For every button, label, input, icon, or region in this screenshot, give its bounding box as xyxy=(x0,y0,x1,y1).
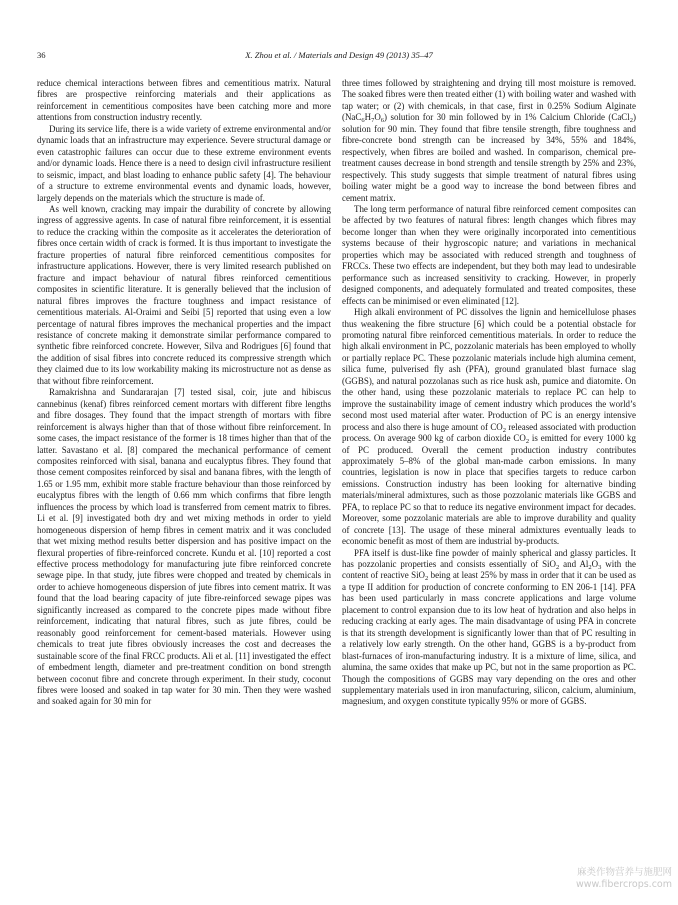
text-run: PFA itself is dust-like fine powder of mainly spherical and glassy particles. It has pozzolanic properties and consists essentially of SiO xyxy=(342,547,636,570)
subscript: 2 xyxy=(425,575,429,583)
paragraph xyxy=(37,204,331,387)
paragraph xyxy=(342,78,636,204)
text-run: O xyxy=(591,559,599,570)
subscript: 3 xyxy=(598,564,602,572)
text-run: is emitted for every 1000 kg of PC produced. Overall the cement production industry contributes approximately 5–8% of the global man-made carbon emissions. In many countries, legislation is now in place that specifies targets to reduce carbon emissions. Construction industry has been looking for alternative binding materials/mineral admixtures, such as those pozzolanic materials like GGBS and PFA, to replace PC so that to reduce its negative environment impact for decades. Moreover, some pozzolanic materials are able to improve durability and quality of concrete [13]. The usage of these mineral admixtures eventually leads to economic benefit as most of them are industrial by-products. xyxy=(342,433,636,547)
text-run: with the content of reactive SiO xyxy=(342,559,636,581)
subscript: 2 xyxy=(502,426,506,434)
text-run: High alkali environment of PC dissolves the lignin and hemicellulose phases thus weakening the fibre structure [6] which could be a potential obstacle for promoting natural fibre reinforced cementitious materials. In order to reduce the high alkali environment in PC, pozzolanic materials has been employed to wholly or partially replace PC. These pozzolanic materials include high alumina cement, silica fume, pulverised fly ash (PFA), ground granulated blast furnace slag (GGBS), and natural pozzolanas such as rice husk ash, pumice and diatomite. On the other hand, using these pozzolanic materials to replace PC can help to improve the sustainability image of cement industry which produces the world’s second most used material after water. Production of PC is an energy intensive process and also there is huge amount of CO xyxy=(342,307,636,432)
paragraph xyxy=(342,548,636,708)
right-text-column xyxy=(342,78,636,708)
text-run: ) solution for 30 min followed by in 1% Calcium Chloride (CaCl xyxy=(384,112,630,123)
paragraph xyxy=(342,204,636,307)
text-run: O xyxy=(374,112,381,123)
subscript: 6 xyxy=(361,117,365,125)
text-run: reduce chemical interactions between fibres and cementitious matrix. Natural fibres are prospective reinforcing materials and their applications as reinforcement in cementitious composites have been catching more and more attentions from construction industry recently. xyxy=(37,78,331,123)
text-run: three times followed by straightening and drying till most moisture is removed. The soaked fibres were then treated either (1) with boiling water and washed with tap water; or (2) with chemicals, in that case, first in 0.25% Sodium Alginate (NaC xyxy=(342,78,636,123)
running-head: X. Zhou et al. / Materials and Design 49 (2013) 35–47 xyxy=(245,50,433,60)
text-run: released associated with production process. On average 900 kg of carbon dioxide CO xyxy=(342,421,636,444)
subscript: 2 xyxy=(588,564,592,572)
paragraph xyxy=(37,387,331,708)
text-run: H xyxy=(364,112,372,123)
paragraph xyxy=(37,124,331,204)
page-number: 36 xyxy=(37,50,46,60)
text-run: As well known, cracking may impair the durability of concrete by allowing ingress of aggressive agents. In case of natural fibre reinforcement, it is essential to reduce the cracking within the composite as it accelerates the deterioration of fibres once certain width of crack is formed. It is thus important to investigate the fracture properties of natural fibre reinforced cementitious composites for infrastructure applications. However, there is very limited research published on fracture and impact behaviour of natural fibres reinforced cementitious composites in scientific literature. It is generally believed that the inclusion of natural fibres improves the fracture toughness and impact resistance of cementitious materials. Al-Oraimi and Seibi [5] reported that using even a low percentage of natural fibres improves the mechanical properties and the impact resistance of concrete making it demonstrate similar performance compared to synthetic fibre reinforced concrete. However, Silva and Rodrigues [6] found that the addition of sisal fibres into concrete reduced its compressive strength which they claimed due to its low workability making its microstructure not as dense as that without fibre reinforcement. xyxy=(37,203,331,386)
text-run: The long term performance of natural fibre reinforced cement composites can be affected by two features of natural fibres: length changes which fibres may become longer than when they were originally incorporated into cementitious systems because of their hygroscopic nature; and variations in mechanical properties which may be associated with reduced strength and toughness of FRCCs. These two effects are independent, but they both may lead to undesirable performance such as increased sensitivity to cracking. However, in properly designed components, and adequately formulated and treated composites, these effects can be minimised or even eliminated [12]. xyxy=(342,203,636,306)
text-run: being at least 25% by mass in order that it can be used as a type II addition for production of concrete conforming to EN 206-1 [14]. PFA has been used particularly in mass concrete applications and large volume placement to control expansion due to its low heat of hydration and also helps in reducing cracking at early ages. The main disadvantage of using PFA in concrete is that its strength development is significantly lower than that of PC resulting in a relatively low early strength. On the other hand, GGBS is a by-product from blast-furnaces of iron-manufacturing industry. It is a mixture of lime, silica, and alumina, the same oxides that make up PC, but not in the same proportion as PC. Though the compositions of GGBS may vary depending on the ores and other supplementary materials used in iron manufacturing, silicon, calcium, aluminium, magnesium, and oxygen constitute typically 95% or more of GGBS. xyxy=(342,570,636,707)
text-run: During its service life, there is a wide variety of extreme environmental and/or dynamic loads that an infrastructure may experience. Severe structural damage or even catastrophic failures can occur due to these extreme environment events and/or dynamic loads. Hence there is a need to design civil infrastructure resilient to seismic, impact, and blast loading to enhance public safety [4]. The behaviour of a structure to extreme environmental events and dynamic loads, however, largely depends on the materials which the structure is made of. xyxy=(37,123,331,203)
subscript: 2 xyxy=(555,564,560,572)
subscript: 2 xyxy=(525,438,530,446)
paragraph xyxy=(37,78,331,124)
text-run: Ramakrishna and Sundararajan [7] tested sisal, coir, jute and hibiscus cannebinus (kenaf) fibres reinforced cement mortars with different fibre lengths and fibre dosages. They found that the impact strength of mortars with fibre reinforcement is always higher than that of those without fibre reinforcement. In some cases, the impact resistance of the former is 18 times higher than that of the latter. Savastano et al. [8] compared the mechanical performance of cement composites reinforced with sisal, banana and eucalyptus fibres. They found that those cement composites reinforced by sisal and banana fibres, with the length of 1.65 or 1.95 mm, exhibit more stable fracture behaviour than those reinforced by eucalyptus fibres with the length of 0.66 mm which confirms that fibre length influences the process by which load is transferred from cement matrix to fibres. Li et al. [9] investigated both dry and wet mixing methods in order to yield homogeneous dispersion of hemp fibres in cement matrix and it was concluded that wet mixing method results better dispersion and has positive impact on the flexural properties of fibre-reinforced concrete. Kundu et al. [10] reported a cost effective process methodology for manufacturing jute fibre reinforced concrete sewage pipe. In that study, jute fibres were chopped and treated by chemicals in order to achieve homogeneous dispersion of jute fibres into cement matrix. It was found that the load bearing capacity of jute fibre-reinforced sewage pipes was significantly increased as compared to the concrete pipes made without fibre reinforcement, indicating that natural fibres, such as jute fibres, could be reasonably good reinforcement for cement-based materials. However using chemicals to treat jute fibres obviously increases the cost and decreases the sustainable score of the final FRCC products. Ali et al. [11] investigated the effect of embedment length, diameter and pre-treatment condition on bond strength between coconut fibre and concrete through experiment. In their study, coconut fibres were loosed and soaked in tap water for 30 min. Then they were washed and soaked again for 30 min for xyxy=(37,387,331,707)
text-run: and Al xyxy=(559,559,589,570)
watermark-line-1: 麻类作物营养与施肥网 xyxy=(576,867,672,878)
left-text-column xyxy=(37,78,331,708)
text-run: ) solution for 90 min. They found that fibre tensile strength, fibre toughness and fibre-concrete bond strength can be increased by 34%, 55% and 184%, respectively, when fibres are boiled and washed. In comparison, chemical pre-treatment causes decrease in bond strength and tensile strength by 25% and 23%, respectively. This study suggests that simple treatment of natural fibres using boiling water might be a good way to increase the bond between fibres and cement matrix. xyxy=(342,112,636,203)
paragraph xyxy=(342,307,636,548)
site-watermark xyxy=(576,867,672,891)
subscript: 2 xyxy=(629,117,634,125)
page-header xyxy=(37,50,641,62)
subscript: 7 xyxy=(371,117,375,125)
watermark-line-2: www.fibercrops.com xyxy=(575,879,672,890)
subscript: 6 xyxy=(380,117,385,125)
